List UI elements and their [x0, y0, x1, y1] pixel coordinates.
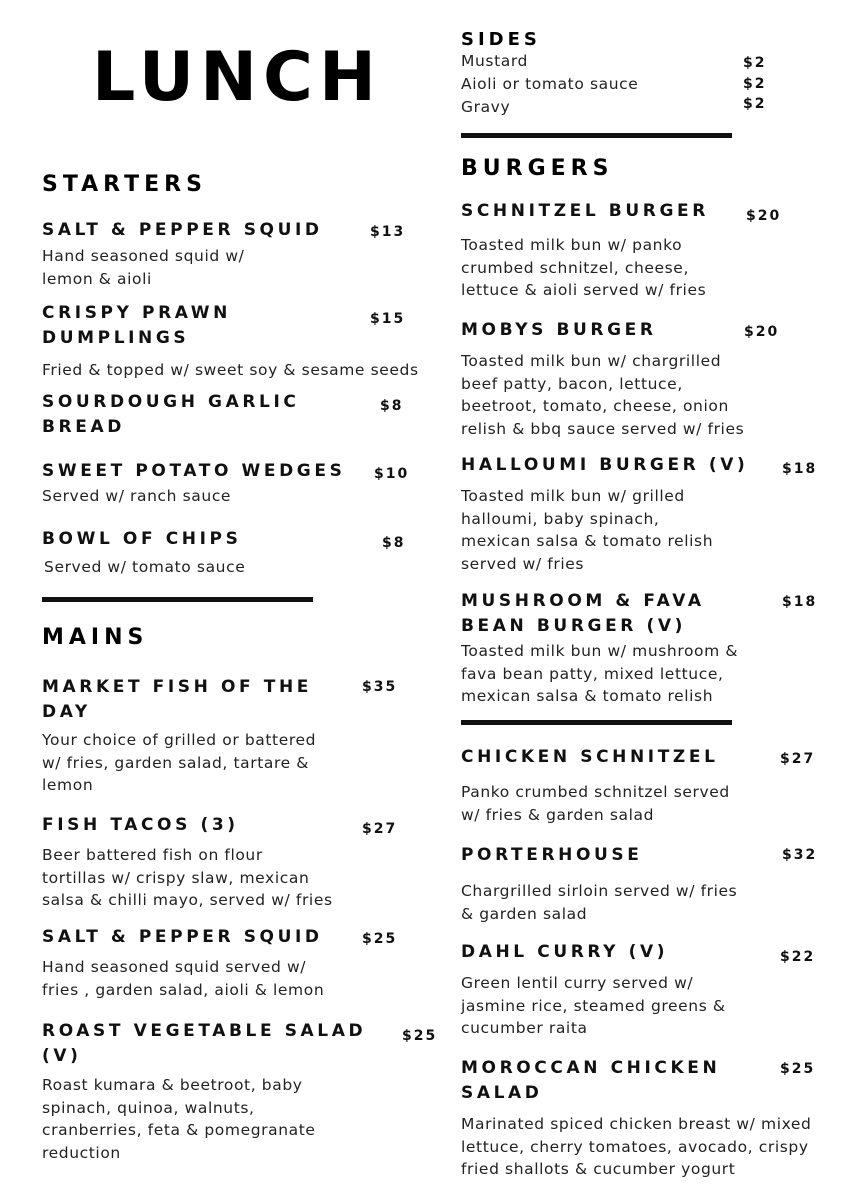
main-item-desc: Hand seasoned squid served w/ fries , garden salad, aioli & lemon: [42, 958, 325, 999]
main-item-desc: Panko crumbed schnitzel served w/ fries & garden salad: [461, 783, 730, 824]
main-item-price: $35: [362, 679, 398, 695]
burger-item-price: $20: [746, 208, 782, 224]
main-item-name: ROAST VEGETABLE SALAD (V): [42, 1021, 367, 1066]
burger-item-price: $18: [782, 594, 818, 610]
section-divider: [461, 720, 732, 725]
burger-item-desc: Toasted milk bun w/ grilled halloumi, baby spinach, mexican salsa & tomato relish served w/ fries: [461, 487, 714, 573]
main-item-price: $27: [780, 751, 816, 767]
main-item-name: PORTERHOUSE: [461, 845, 643, 865]
main-item-name: MARKET FISH OF THE DAY: [42, 677, 313, 722]
main-item-price: $25: [780, 1061, 816, 1077]
starter-item-name: CRISPY PRAWN DUMPLINGS: [42, 303, 231, 348]
burger-item-name: MOBYS BURGER: [461, 320, 657, 340]
burger-item-name: HALLOUMI BURGER (V): [461, 455, 749, 475]
starter-item-desc: Hand seasoned squid w/ lemon & aioli: [42, 247, 245, 288]
starters-heading: STARTERS: [42, 172, 207, 197]
main-item-desc: Beer battered fish on flour tortillas w/ crispy slaw, mexican salsa & chilli mayo, served w/ fries: [42, 846, 333, 909]
starter-item-price: $13: [370, 224, 406, 240]
starter-item-desc: Served w/ tomato sauce: [44, 558, 246, 576]
section-divider: [461, 133, 732, 138]
main-item-name: MOROCCAN CHICKEN SALAD: [461, 1058, 721, 1103]
side-item-price: $2: [743, 76, 767, 92]
main-item-price: $27: [362, 821, 398, 837]
main-item-desc: Marinated spiced chicken breast w/ mixed lettuce, cherry tomatoes, avocado, crispy fried shallots & cucumber yogurt: [461, 1115, 812, 1178]
starter-item-desc: Served w/ ranch sauce: [42, 487, 232, 505]
starter-item-name: SWEET POTATO WEDGES: [42, 461, 346, 481]
mains-heading: MAINS: [42, 625, 149, 650]
starter-item-price: $8: [380, 398, 404, 414]
main-item-desc: Roast kumara & beetroot, baby spinach, quinoa, walnuts, cranberries, feta & pomegranate reduction: [42, 1076, 316, 1162]
starter-item-name: SOURDOUGH GARLIC BREAD: [42, 392, 300, 437]
main-item-name: CHICKEN SCHNITZEL: [461, 747, 719, 767]
menu-title: LUNCH: [92, 38, 382, 117]
side-item-name: Gravy: [461, 98, 511, 116]
starter-item-price: $8: [382, 535, 406, 551]
main-item-name: DAHL CURRY (V): [461, 942, 669, 962]
sides-heading: SIDES: [461, 29, 541, 50]
side-item-name: Aioli or tomato sauce: [461, 75, 639, 93]
burger-item-name: SCHNITZEL BURGER: [461, 201, 709, 221]
main-item-desc: Chargrilled sirloin served w/ fries & garden salad: [461, 882, 738, 923]
side-item-name: Mustard: [461, 52, 528, 70]
burger-item-desc: Toasted milk bun w/ mushroom & fava bean patty, mixed lettuce, mexican salsa & tomato relish: [461, 642, 739, 705]
main-item-desc: Green lentil curry served w/ jasmine rice, steamed greens & cucumber raita: [461, 974, 726, 1037]
main-item-price: $22: [780, 949, 816, 965]
side-item-price: $2: [743, 96, 767, 112]
section-divider: [42, 597, 313, 602]
main-item-price: $25: [402, 1028, 438, 1044]
starter-item-price: $15: [370, 311, 406, 327]
main-item-price: $25: [362, 931, 398, 947]
main-item-price: $32: [782, 847, 818, 863]
main-item-name: SALT & PEPPER SQUID: [42, 927, 323, 947]
burgers-heading: BURGERS: [461, 156, 614, 181]
side-item-price: $2: [743, 55, 767, 71]
burger-item-desc: Toasted milk bun w/ panko crumbed schnitzel, cheese, lettuce & aioli served w/ fries: [461, 236, 707, 299]
burger-item-name: MUSHROOM & FAVA BEAN BURGER (V): [461, 591, 705, 636]
main-item-name: FISH TACOS (3): [42, 815, 239, 835]
starter-item-name: SALT & PEPPER SQUID: [42, 220, 323, 240]
starter-item-name: BOWL OF CHIPS: [42, 529, 242, 549]
starter-item-desc: Fried & topped w/ sweet soy & sesame seeds: [42, 361, 419, 379]
burger-item-desc: Toasted milk bun w/ chargrilled beef patty, bacon, lettuce, beetroot, tomato, cheese, onion relish & bbq sauce served w/ fries: [461, 352, 745, 438]
main-item-desc: Your choice of grilled or battered w/ fries, garden salad, tartare & lemon: [42, 731, 317, 794]
burger-item-price: $18: [782, 461, 818, 477]
starter-item-price: $10: [374, 466, 410, 482]
burger-item-price: $20: [744, 324, 780, 340]
